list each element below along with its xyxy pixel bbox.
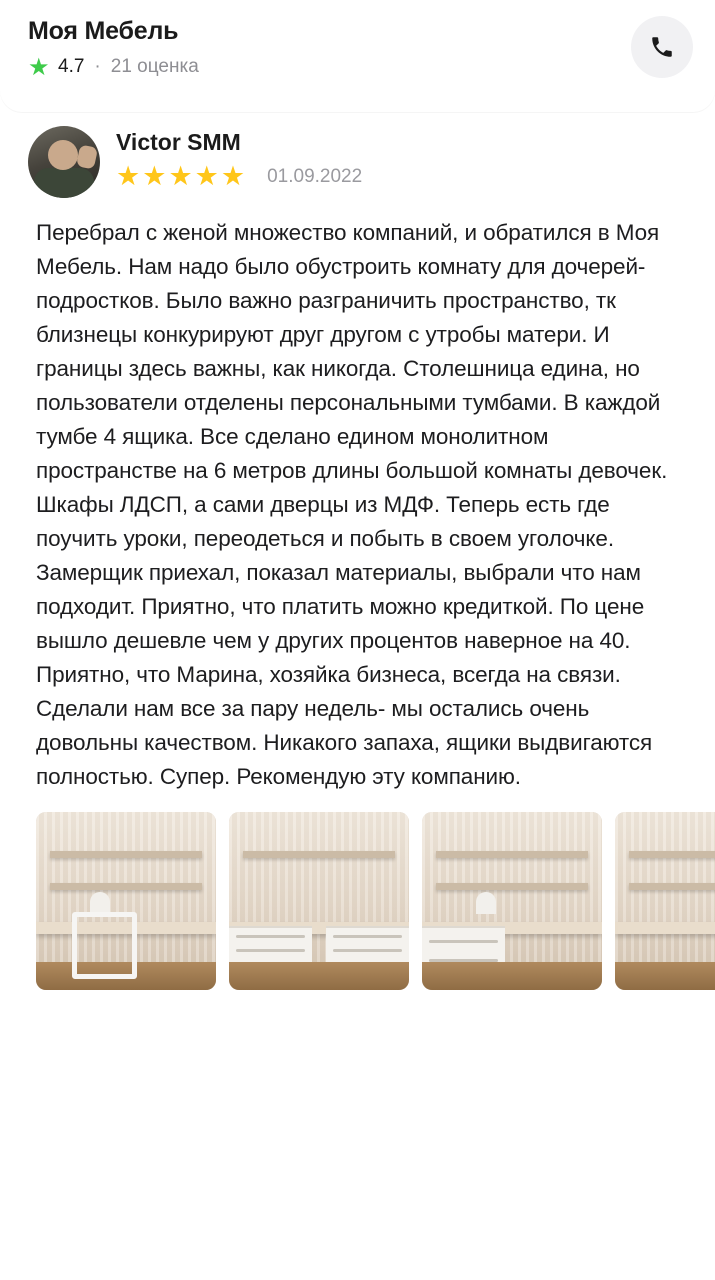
photo-shelf bbox=[629, 851, 715, 858]
review-date: 01.09.2022 bbox=[267, 165, 363, 187]
business-header-card bbox=[0, 0, 715, 112]
photo-drawer bbox=[333, 935, 403, 938]
review-photo-4[interactable] bbox=[615, 812, 715, 990]
photo-desk bbox=[615, 922, 715, 934]
star-icon: ★ bbox=[168, 161, 193, 192]
photo-shelf bbox=[243, 851, 394, 858]
phone-icon bbox=[649, 34, 675, 60]
photo-shelf bbox=[50, 883, 201, 890]
photo-lamp bbox=[476, 892, 496, 914]
photo-drawer bbox=[429, 940, 499, 943]
review-text bbox=[36, 216, 691, 794]
photo-shelf bbox=[436, 883, 587, 890]
star-icon: ★ bbox=[142, 161, 167, 192]
separator-dot: · bbox=[94, 55, 101, 77]
star-icon: ★ bbox=[116, 161, 141, 192]
avatar-body-shape bbox=[34, 168, 94, 198]
photo-floor bbox=[229, 962, 409, 990]
review-author: Victor SMM bbox=[116, 129, 241, 155]
photo-drawer bbox=[236, 935, 306, 938]
photo-floor bbox=[615, 962, 715, 990]
star-icon: ★ bbox=[28, 53, 50, 81]
review-text-body: Перебрал с женой множество компаний, и обратился в Моя Мебель. Нам надо было обустроить комнату для дочерей-подростков. Было важно разграничить пространство, тк близнецы конкурируют друг другом с утробы матери. И границы здесь важны, как никогда. Столешница едина, но пользователи отделены персональными тумбами. В каждой тумбе 4 ящика. Все сделано едином монолитном пространстве на 6 метров длины большой комнаты девочек. Шкафы ЛДСП, а сами дверцы из МДФ. Теперь есть где поучить уроки, переодеться и побыть в своем уголочке. Замерщик приехал, показал материалы, выбрали что нам подходит. Приятно, что платить можно кредиткой. По цене вышло дешевле чем у других процентов наверное на 40. Приятно, что Марина, хозяйка бизнеса, всегда на связи. Сделали нам все за пару недель- мы остались очень довольны качеством. Никакого запаха, ящики выдвигаются полностью. Супер. Рекомендую эту компанию. bbox=[36, 220, 668, 789]
rating-count: 21 оценка bbox=[110, 55, 199, 77]
photo-drawer bbox=[333, 949, 403, 952]
photo-chair bbox=[72, 912, 137, 980]
photo-drawer bbox=[236, 949, 306, 952]
review-header bbox=[28, 126, 691, 198]
photo-shelf bbox=[50, 851, 201, 858]
star-icon: ★ bbox=[220, 161, 246, 192]
avatar-face-shape bbox=[48, 140, 78, 170]
rating-value: 4.7 bbox=[58, 55, 85, 77]
review-block bbox=[0, 112, 715, 794]
review-rating-row bbox=[116, 163, 362, 190]
rating-row[interactable] bbox=[28, 53, 691, 81]
photo-shelf bbox=[436, 851, 587, 858]
review-photo-1[interactable] bbox=[36, 812, 216, 990]
photo-lamp bbox=[90, 892, 110, 914]
avatar bbox=[28, 126, 100, 198]
review-meta bbox=[116, 126, 362, 190]
review-photo-3[interactable] bbox=[422, 812, 602, 990]
page-title: Моя Мебель bbox=[28, 17, 179, 45]
review-photo-2[interactable] bbox=[229, 812, 409, 990]
review-stars bbox=[116, 163, 245, 190]
photo-shelf bbox=[629, 883, 715, 890]
star-icon: ★ bbox=[194, 161, 219, 192]
photo-floor bbox=[422, 962, 602, 990]
call-button[interactable] bbox=[631, 16, 693, 78]
review-photo-strip[interactable] bbox=[0, 794, 715, 1010]
avatar-hand-shape bbox=[76, 144, 98, 169]
